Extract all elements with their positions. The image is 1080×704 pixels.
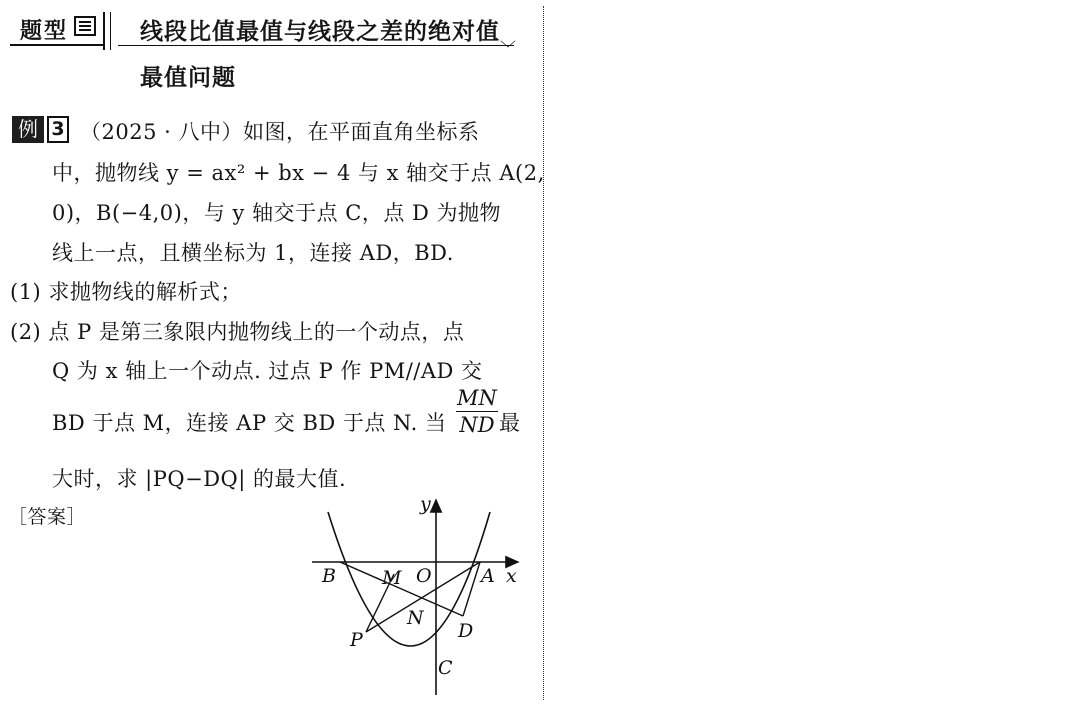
label-N: N bbox=[407, 607, 424, 629]
label-x-axis: x bbox=[506, 565, 517, 587]
question-type-icon bbox=[74, 16, 96, 36]
part-2-line-3: BD 于点 M，连接 AP 交 BD 于点 N. 当 bbox=[52, 411, 447, 435]
segment-BD bbox=[340, 562, 463, 616]
column-divider bbox=[543, 6, 544, 700]
fraction-denominator: ND bbox=[459, 413, 495, 437]
label-C: C bbox=[438, 657, 453, 679]
part-1-text: (1) 求抛物线的解析式； bbox=[10, 280, 242, 304]
problem-line-2: 中，抛物线 y = ax² + bx − 4 与 x 轴交于点 A(2, bbox=[52, 161, 545, 185]
problem-line-3: 0)，B(−4,0)，与 y 轴交于点 C，点 D 为抛物 bbox=[52, 201, 502, 225]
example-badge: 例 bbox=[12, 116, 44, 143]
header-underline bbox=[10, 44, 105, 46]
title-flourish-icon: ﹀ bbox=[500, 39, 517, 58]
problem-line-4: 线上一点，且横坐标为 1，连接 AD，BD. bbox=[52, 241, 454, 265]
label-A: A bbox=[481, 565, 495, 587]
parabola-figure bbox=[300, 490, 540, 700]
section-title-line2: 最值问题 bbox=[140, 64, 236, 91]
section-title-line1: 线段比值最值与线段之差的绝对值 bbox=[140, 18, 500, 45]
label-D: D bbox=[458, 620, 474, 642]
example-number: 3 bbox=[47, 116, 69, 143]
title-underline bbox=[118, 45, 514, 46]
question-type-label: 题型 bbox=[20, 18, 69, 44]
problem-line-1: （2025 · 八中）如图，在平面直角坐标系 bbox=[80, 120, 480, 144]
fraction-numerator: MN bbox=[457, 386, 497, 410]
label-O: O bbox=[416, 565, 432, 587]
part-2-line-4: 大时，求 |PQ−DQ| 的最大值. bbox=[52, 467, 347, 491]
part-2-line-3-end: 最 bbox=[499, 411, 521, 435]
label-P: P bbox=[350, 629, 363, 651]
part-2-line-2: Q 为 x 轴上一个动点. 过点 P 作 PM//AD 交 bbox=[52, 359, 483, 383]
label-y-axis: y bbox=[420, 493, 431, 515]
answer-label: ［答案］ bbox=[8, 506, 87, 528]
label-B: B bbox=[322, 565, 336, 587]
label-M: M bbox=[382, 567, 402, 589]
part-2-line-1: (2) 点 P 是第三象限内抛物线上的一个动点，点 bbox=[10, 320, 465, 344]
fraction-mn-over-nd bbox=[456, 386, 498, 437]
